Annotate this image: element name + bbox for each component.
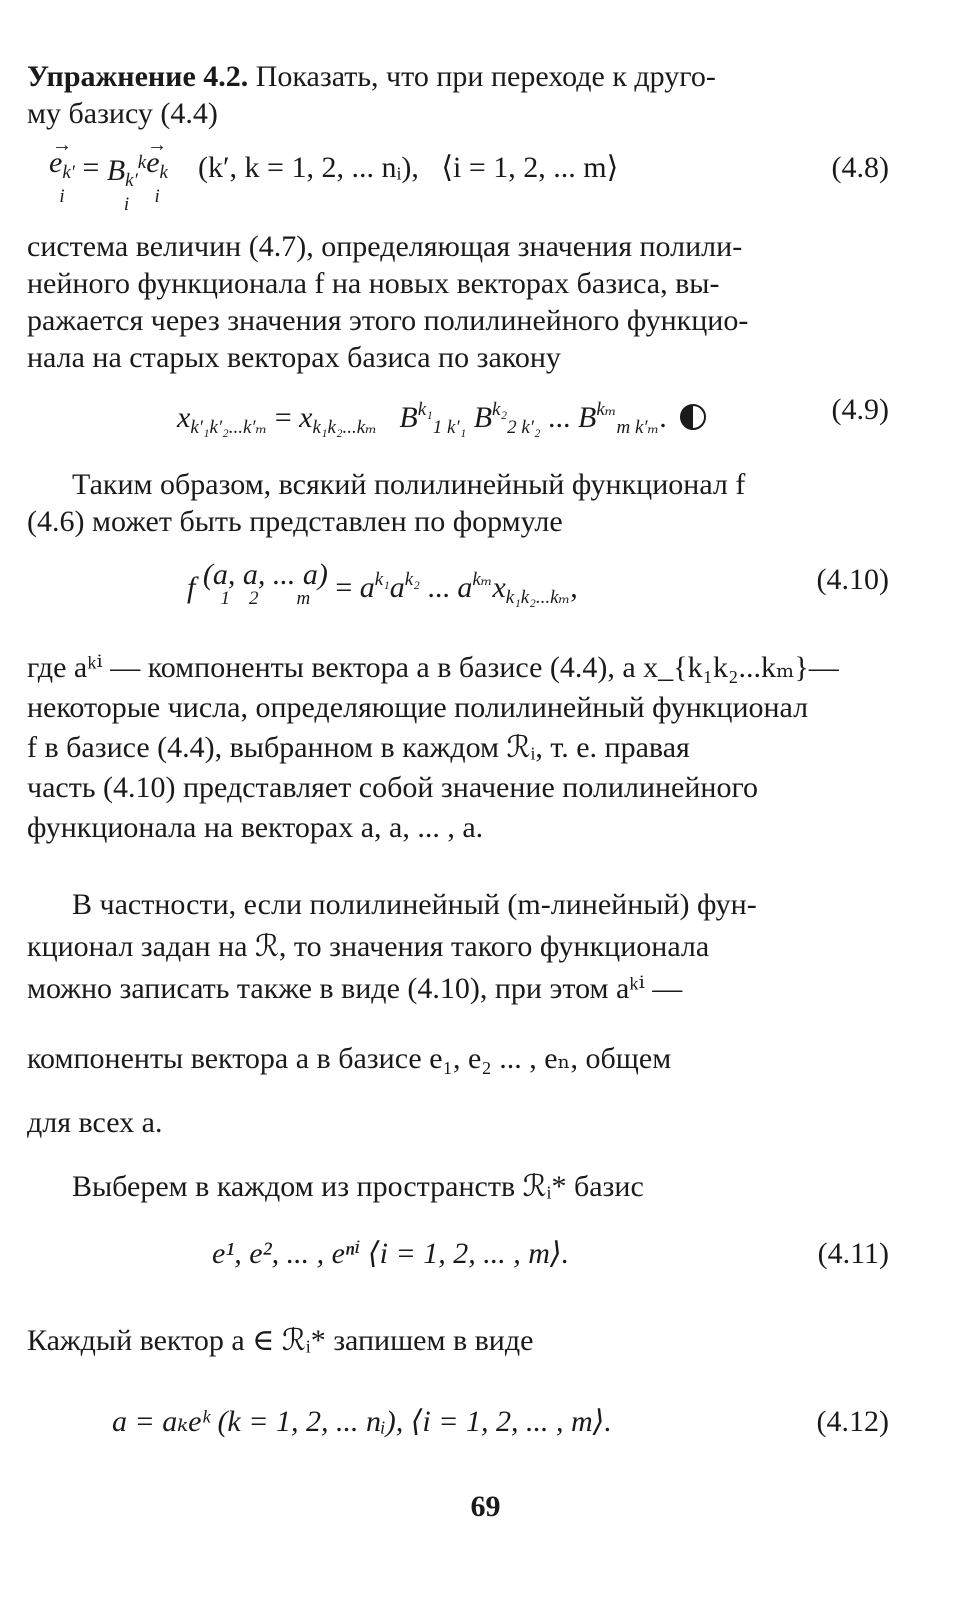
equation-4-9-body: $x_{k'_1k'_2...k'_m} = x_{k_1k_2...k_m}$ $B^{k_1}_{1 k'_1}$ $B^{k_2}_{2 k'_2}$ ... $B^{k_m}_{m k'_m}$. bbox=[177, 390, 712, 460]
eq48-rhs-vector: → $e_k$ i bbox=[146, 134, 168, 207]
para1-line3: ражается через значения этого полилинейного функцио- bbox=[27, 304, 749, 337]
exercise-paragraph bbox=[27, 58, 889, 132]
eq48-b-matrix: $B_{k'}^k$ i bbox=[106, 152, 147, 215]
equation-number-4-8: (4.8) bbox=[831, 151, 889, 184]
equation-4-10 bbox=[27, 560, 889, 630]
equation-number-4-9: (4.9) bbox=[831, 393, 889, 426]
para6-line1: Каждый вектор a ∈ ℛᵢ* запишем в виде bbox=[27, 1324, 534, 1357]
exercise-text-line1: Показать, что при переходе к друго- bbox=[255, 60, 716, 93]
eq48-lhs-vector: → $e_{k'}$ i bbox=[49, 134, 75, 207]
para3-line5: функционала на векторах a, a, ... , a. bbox=[27, 811, 484, 844]
equation-4-10-body: f (a, a, ... a) 1 2 m = $a^{k_1}a^{k_2}$ ... $a^{k_m}x_{k_1k_2...k_m}$, bbox=[187, 558, 578, 609]
equation-4-12 bbox=[27, 1402, 889, 1472]
end-of-proof-icon bbox=[680, 404, 706, 430]
para2-line2: (4.6) может быть представлен по формуле bbox=[27, 505, 563, 538]
para1-line2: нейного функционала f на новых векторах базиса, вы- bbox=[27, 267, 720, 300]
paragraph-3 bbox=[27, 648, 889, 848]
exercise-title: Упражнение 4.2. bbox=[27, 60, 249, 93]
para1-line4: нала на старых векторах базиса по закону bbox=[27, 341, 561, 374]
equation-number-4-10: (4.10) bbox=[816, 563, 889, 596]
equation-4-11 bbox=[27, 1234, 889, 1304]
para3-line3: f в базисе (4.4), выбранном в каждом ℛᵢ, т. е. правая bbox=[27, 731, 690, 764]
equation-4-8 bbox=[27, 134, 889, 218]
para4-line4: компоненты вектора a в базисе e₁, e₂ ... , eₙ, общем bbox=[27, 1042, 672, 1075]
para4-line1: В частности, если полилинейный (m-линейный) фун- bbox=[72, 888, 757, 921]
page-number: 69 bbox=[470, 1490, 501, 1523]
equation-4-8-body bbox=[49, 134, 619, 218]
eq48-condition-k: (k′, k = 1, 2, ... nᵢ), bbox=[197, 151, 419, 184]
para3-line2: некоторые числа, определяющие полилинейный функционал bbox=[27, 691, 809, 724]
eq410-args: (a, a, ... a) 1 2 m bbox=[202, 558, 328, 609]
para4-line3: можно записать также в виде (4.10), при этом aᵏⁱ — bbox=[27, 972, 683, 1005]
equation-number-4-12: (4.12) bbox=[816, 1405, 889, 1438]
para2-line1: Таким образом, всякий полилинейный функционал f bbox=[72, 468, 746, 501]
equation-number-4-11: (4.11) bbox=[817, 1237, 889, 1270]
eq48-condition-i: ⟨i = 1, 2, ... m⟩ bbox=[441, 151, 619, 184]
paragraph-5 bbox=[27, 1168, 889, 1205]
para1-line1: система величин (4.7), определяющая значения полили- bbox=[27, 230, 743, 263]
exercise-text-line2: му базису (4.4) bbox=[27, 97, 218, 130]
paragraph-6 bbox=[27, 1322, 889, 1359]
equation-4-12-body: a = aₖeᵏ (k = 1, 2, ... nᵢ), ⟨i = 1, 2, ... , m⟩. bbox=[112, 1405, 612, 1438]
paragraph-1 bbox=[27, 228, 889, 376]
para3-line4: часть (4.10) представляет собой значение полилинейного bbox=[27, 771, 759, 804]
para4-line2: кционал задан на ℛ, то значения такого функционала bbox=[27, 930, 710, 963]
paragraph-2 bbox=[27, 466, 889, 540]
para5-line1: Выберем в каждом из пространств ℛᵢ* базис bbox=[72, 1170, 644, 1203]
equation-4-11-body: e¹, e², ... , eⁿⁱ ⟨i = 1, 2, ... , m⟩. bbox=[212, 1237, 570, 1270]
eq48-equals: = bbox=[82, 151, 100, 184]
para4-line5: для всех a. bbox=[27, 1106, 163, 1139]
para3-line1: где aᵏⁱ — компоненты вектора a в базисе (4.4), а x_{k₁k₂...kₘ}— bbox=[27, 651, 839, 684]
equation-4-9 bbox=[27, 390, 889, 460]
paragraph-4 bbox=[27, 884, 889, 1144]
